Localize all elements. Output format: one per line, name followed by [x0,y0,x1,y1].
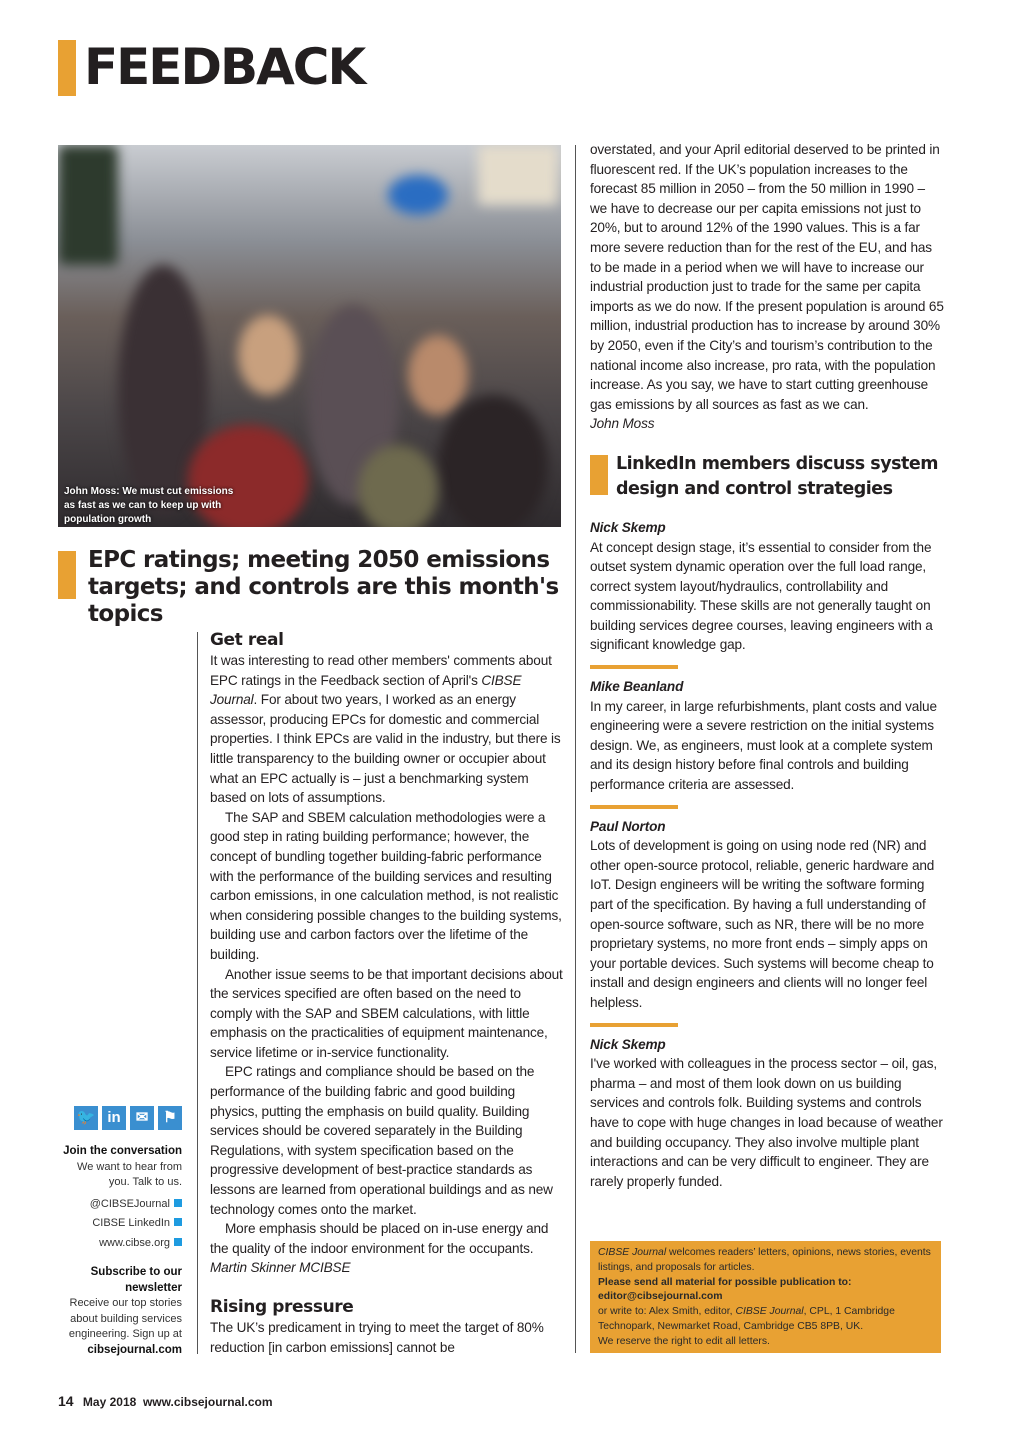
heading-accent-bar [590,455,608,495]
letter-paragraph: The SAP and SBEM calculation methodologies were a good step in rating building performance; however, the concept of bundling together building-fabric performance with the performance of the building services and resulting carbon emissions, in one calculation method, is not realistic when considering possible changes to the building systems, building use and carbon factors over the lifetime of the building. [210,809,562,962]
link-text[interactable]: CIBSE LinkedIn [92,1217,170,1229]
publication-name: CIBSE Journal [598,1247,667,1258]
social-sidebar [58,1106,182,1358]
text: , CPL, 1 Cambridge Technopark, Newmarket Road, Cambridge CB5 8PB, UK. [598,1306,895,1332]
comment-text: Lots of development is going on using node red (NR) and other open-source protocol, reliable, generic hardware and IoT. Design engineers will be writing the software forming part of the specification. By having a full understanding of open-source software, such as NR, there will be no more proprietary systems, no more front ends – simply apps on your portable devices. Such systems will become cheap to install and design engineers and clients will no longer feel helpless. [590,838,935,1010]
subscribe-link[interactable]: cibsejournal.com [87,1343,182,1356]
text: . For about two years, I worked as an energy assessor, producing EPCs for domestic and commercial properties. I think EPCs are valid in the industry, but there is little transparency to the building owner or occupier about what an EPC actually is – just a benchmarking system based on lots of assumptions. [210,692,561,806]
link-text[interactable]: @CIBSEJournal [89,1197,170,1210]
letter-heading: Get real [210,630,284,650]
link-square-icon [174,1199,182,1207]
link-text[interactable]: www.cibse.org [99,1236,170,1249]
column-divider [197,632,198,1354]
text: or write to: Alex Smith, editor, [598,1306,736,1318]
page-footer [58,1393,273,1409]
letters-right-column [590,140,944,1191]
link-square-icon [174,1218,182,1226]
commenter-name: Mike Beanland [590,679,684,695]
letter-paragraph [210,651,564,808]
commenter-name: Paul Norton [590,818,666,834]
section-title: FEEDBACK [84,38,365,96]
letter-paragraph: The UK’s predicament in trying to meet the target of 80% reduction [in carbon emissions] cannot be [210,1320,544,1355]
page-number: 14 [58,1393,74,1409]
email-icon[interactable]: ✉ [130,1106,154,1130]
comment-text: I've worked with colleagues in the process sector – oil, gas, pharma – and most of them look down on us building services and controls folk. Building systems and controls have to cope with huge changes in load because of weather and building occupancy. They also involve multiple plant interactions and can be very difficult to engineer. They are rarely properly funded. [590,1056,943,1189]
submission-info-box [590,1241,941,1353]
twitter-icon[interactable]: 🐦 [74,1106,98,1130]
website-link[interactable] [58,1236,182,1252]
letter-paragraph: EPC ratings and compliance should be based on the performance of the building fabric and good building physics, putting the emphasis on build quality. Building services should be covered separately in the Building Regulations, with system specification based on the progressive development of best-practice standards as lessons are learned from operational buildings and as new technology comes onto the market. [210,1064,553,1217]
subscribe-text: Receive our top stories about building services engineering. Sign up at [68,1297,182,1340]
letter-paragraph: Another issue seems to be that important decisions about the services specified are often based on the need to comply with the SAP and SBEM calculations, with little emphasis on the practicalities of equipment maintenance, service lifetime or in-service functionality. [210,966,563,1060]
commenter-name: Nick Skemp [590,1036,666,1052]
box-intro [598,1246,933,1276]
letters-left-column [210,629,564,1357]
comment-text: At concept design stage, it’s essential to consider from the outset system dynamic operation over the full load range, correct system layout/hydraulics, controllability and commissionability. These skills are not generally taught on building services degree courses, leaving engineers with a significant knowledge gap. [590,539,933,653]
letter-heading: Rising pressure [210,1297,354,1317]
photo-caption: John Moss: We must cut emissions as fast as we can to keep up with population growth [64,486,234,525]
linkedin-link[interactable] [58,1216,182,1232]
join-text: We want to hear from you. Talk to us. [77,1160,182,1188]
letter-signature: John Moss [590,416,655,432]
link-square-icon [174,1238,182,1246]
postal-address [598,1305,933,1335]
column-divider [575,145,576,1353]
issue-date: May 2018 [82,1395,137,1409]
comment-text: In my career, in large refurbishments, plant costs and value engineering were a severe restriction on the initial systems design. We, as engineers, must look at a complete system and its design history before final controls and building performance criteria are assessed. [590,698,937,793]
linkedin-heading: LinkedIn members discuss system design and control strategies [616,453,939,499]
comment-separator [590,805,678,809]
box-disclaimer: We reserve the right to edit all letters. [598,1335,770,1347]
title-accent-bar [58,40,76,96]
text: welcomes readers’ letters, opinions, news stories, events listings, and proposals for articles. [598,1247,931,1273]
page-subheading: EPC ratings; meeting 2050 emissions targets; and controls are this month's topics [88,547,559,627]
subhead-accent-bar [58,551,76,599]
join-heading: Join the conversation [63,1145,182,1157]
letter-paragraph: overstated, and your April editorial deserved to be printed in fluorescent red. If the UK’s population increases to the forecast 85 million in 2050 – from the 50 million in 1990 – we have to decrease our per capita emissions not just to 20%, but to around 12% of the 1990 values. This is a far more severe reduction than for the rest of the EU, and has to be made in a period when we will have to increase our industrial production just to trade for the same per capita imports as we do now. If the present population is around 65 million, industrial production has to increase by around 30% by 2050, even if the City’s and tourism’s contribution to the national income also increase, pro rata, with the population increase. As you say, we have to start cutting greenhouse gas emissions by all sources as fast as we can. [590,142,944,412]
twitter-link[interactable] [58,1197,182,1213]
street-crowd-photo [58,145,561,527]
linkedin-icon[interactable]: in [102,1106,126,1130]
publication-name: CIBSE Journal [210,672,522,708]
text: It was interesting to read other members' comments about EPC ratings in the Feedback section of April's [210,653,552,688]
comment-separator [590,665,678,669]
comment-separator [590,1023,678,1027]
letter-signature: Martin Skinner MCIBSE [210,1260,351,1276]
footer-url[interactable]: www.cibsejournal.com [142,1395,273,1409]
cibse-logo-icon[interactable]: ⚑ [158,1106,182,1130]
letter-paragraph: More emphasis should be placed on in-use energy and the quality of the indoor environment for the occupants. [210,1221,549,1256]
subscribe-heading: Subscribe to our newsletter [90,1266,182,1294]
publication-name: CIBSE Journal [735,1306,804,1318]
editor-email[interactable]: editor@cibsejournal.com [598,1291,723,1303]
box-instruction: Please send all material for possible publication to: [598,1276,852,1288]
commenter-name: Nick Skemp [590,519,666,535]
